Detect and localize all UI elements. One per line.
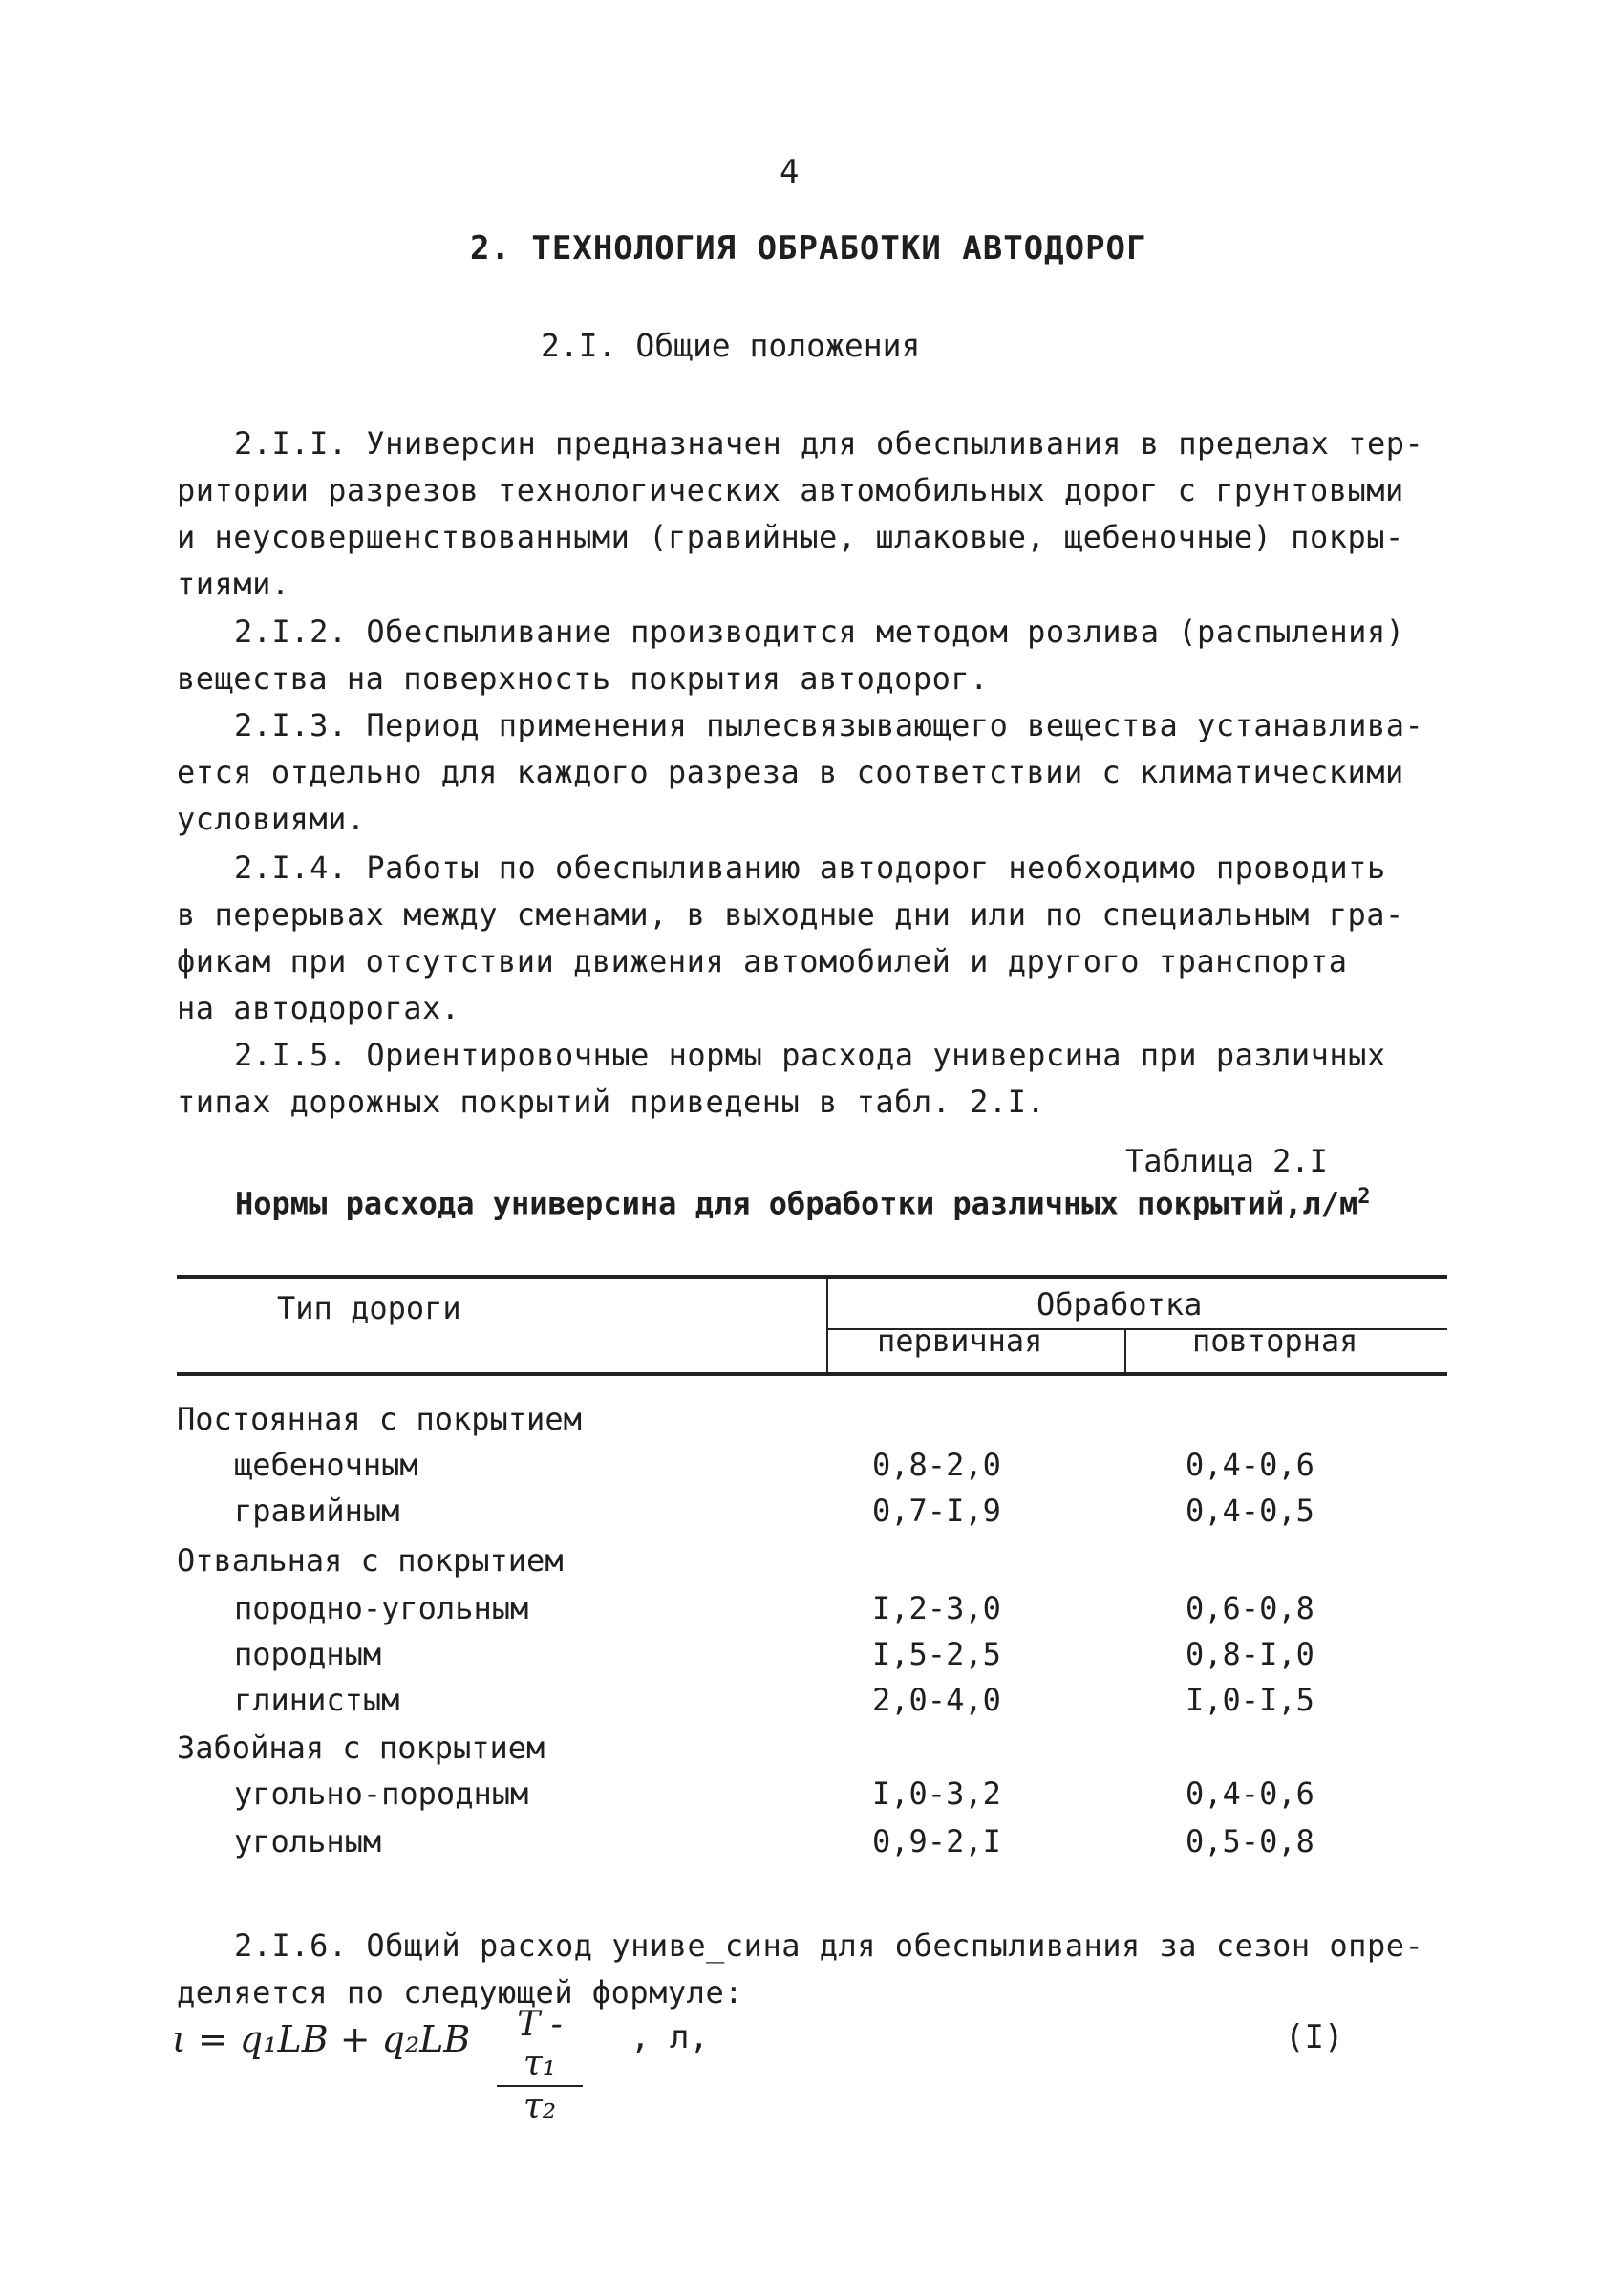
table-top-rule xyxy=(177,1275,1447,1279)
text-line: в перерывах между сменами, в выходные дни или по специальным гра- xyxy=(177,896,1404,933)
table-row xyxy=(177,1823,1447,1869)
table-row xyxy=(177,1682,1447,1728)
text-line: и неусовершенствованными (гравийные, шлаковые, щебеночные) покры- xyxy=(177,519,1404,555)
row-name: породно-угольным xyxy=(234,1590,529,1626)
text-line: условиями. xyxy=(177,801,366,837)
row-category: Отвальная с покрытием xyxy=(177,1542,564,1579)
table-row xyxy=(177,1401,1447,1447)
text-line: 2.I.4. Работы по обеспыливанию автодорог необходимо проводить xyxy=(234,850,1386,886)
row-category: Забойная с покрытием xyxy=(177,1730,545,1766)
table-caption: Таблица 2.I xyxy=(1125,1143,1328,1179)
text-line: 2.I.I. Универсин предназначен для обеспыливания в пределах тер- xyxy=(234,425,1424,462)
section-title: 2. ТЕХНОЛОГИЯ ОБРАБОТКИ АВТОДОРОГ xyxy=(470,229,1147,268)
column-header-primary: первичная xyxy=(877,1323,1043,1359)
cell-repeat: 0,8-I,0 xyxy=(1186,1636,1314,1672)
text-line: вещества на поверхность покрытия автодорог. xyxy=(177,660,989,697)
row-name: угольно-породным xyxy=(234,1775,529,1812)
cell-repeat: I,0-I,5 xyxy=(1186,1682,1314,1718)
text-line: деляется по следующей формуле: xyxy=(177,1974,743,2011)
table-title xyxy=(235,1185,1370,1222)
paragraph-2-1-4 xyxy=(177,845,1447,1032)
table-header-bottom-rule xyxy=(177,1372,1447,1376)
table-title-superscript: 2 xyxy=(1357,1185,1371,1209)
formula-fraction xyxy=(497,2005,583,2126)
paragraph-2-1-2 xyxy=(177,609,1447,702)
text-line: 2.I.2. Обеспыливание производится методом розлива (распыления) xyxy=(234,613,1405,650)
row-name: глинистым xyxy=(234,1682,400,1718)
subsection-title: 2.I. Общие положения xyxy=(541,327,921,364)
table-row xyxy=(177,1542,1447,1588)
page-number: 4 xyxy=(780,153,800,191)
table-row xyxy=(177,1636,1447,1682)
row-name: угольным xyxy=(234,1823,382,1860)
cell-primary: 2,0-4,0 xyxy=(872,1682,1001,1718)
column-header-processing: Обработка xyxy=(1036,1286,1203,1323)
table-row xyxy=(177,1493,1447,1538)
cell-primary: I,2-3,0 xyxy=(872,1590,1001,1626)
table-row xyxy=(177,1447,1447,1493)
paragraph-2-1-6 xyxy=(177,1923,1447,2016)
text-line: на автодорогах. xyxy=(177,990,460,1026)
column-header-road-type: Тип дороги xyxy=(277,1290,461,1326)
paragraph-2-1-3 xyxy=(177,702,1447,843)
paragraph-2-1-5 xyxy=(177,1032,1447,1126)
cell-primary: I,0-3,2 xyxy=(872,1775,1001,1812)
table-row xyxy=(177,1775,1447,1821)
formula-lhs: ι = q₁LB + q₂LB xyxy=(172,2018,471,2060)
text-line: ется отдельно для каждого разреза в соответствии с климатическими xyxy=(177,754,1404,790)
cell-primary: 0,9-2,I xyxy=(872,1823,1001,1860)
formula-unit: , л, xyxy=(630,2018,709,2056)
cell-repeat: 0,6-0,8 xyxy=(1186,1590,1314,1626)
formula-number: (I) xyxy=(1285,2018,1344,2056)
column-header-repeat: повторная xyxy=(1192,1323,1358,1359)
row-name: гравийным xyxy=(234,1493,400,1529)
cell-primary: 0,8-2,0 xyxy=(872,1447,1001,1483)
text-line: 2.I.5. Ориентировочные нормы расхода универсина при различных xyxy=(234,1037,1386,1073)
cell-repeat: 0,4-0,6 xyxy=(1186,1447,1314,1483)
formula-numerator: T - τ₁ xyxy=(497,2005,583,2087)
table-subcolumn-divider xyxy=(1124,1329,1126,1374)
cell-primary: 0,7-I,9 xyxy=(872,1493,1001,1529)
table-title-text: Нормы расхода универсина для обработки различных покрытий,л/м xyxy=(235,1185,1358,1222)
table-row xyxy=(177,1590,1447,1636)
text-line: типах дорожных покрытий приведены в табл. 2.I. xyxy=(177,1084,1046,1120)
table-column-divider xyxy=(826,1277,828,1374)
cell-repeat: 0,4-0,5 xyxy=(1186,1493,1314,1529)
row-name: щебеночным xyxy=(234,1447,418,1483)
text-line: ритории разрезов технологических автомобильных дорог с грунтовыми xyxy=(177,472,1404,508)
paragraph-2-1-1 xyxy=(177,420,1447,608)
text-line: 2.I.6. Общий расход униве_сина для обеспыливания за сезон опре- xyxy=(234,1927,1424,1964)
text-line: 2.I.3. Период применения пылесвязывающего вещества устанавлива- xyxy=(234,707,1424,743)
text-line: фикам при отсутствии движения автомобилей и другого транспорта xyxy=(177,943,1348,979)
text-line: тиями. xyxy=(177,566,290,602)
cell-repeat: 0,4-0,6 xyxy=(1186,1775,1314,1812)
row-name: породным xyxy=(234,1636,382,1672)
formula-denominator: τ₂ xyxy=(523,2087,557,2126)
cell-repeat: 0,5-0,8 xyxy=(1186,1823,1314,1860)
table-row xyxy=(177,1730,1447,1775)
cell-primary: I,5-2,5 xyxy=(872,1636,1001,1672)
row-category: Постоянная с покрытием xyxy=(177,1401,582,1437)
